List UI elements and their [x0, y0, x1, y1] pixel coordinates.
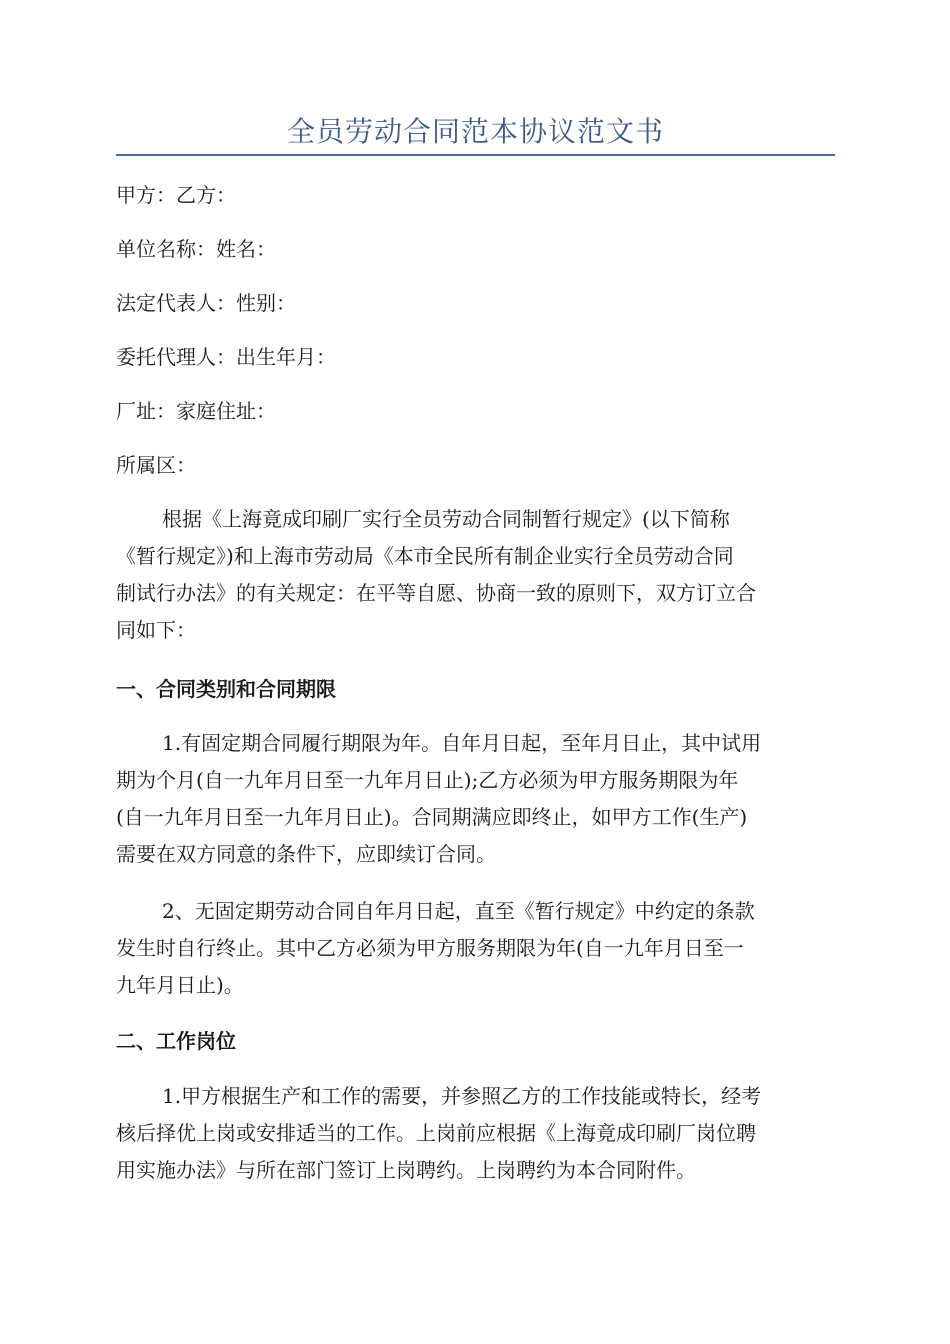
- paragraph-line: 期为个月(自一九年月日至一九年月日止);乙方必须为甲方服务期限为年: [116, 768, 739, 792]
- intro-line: 制试行办法》的有关规定：在平等自愿、协商一致的原则下，双方订立合: [116, 581, 756, 605]
- field-unit-name: 单位名称：姓名：: [116, 237, 276, 261]
- paragraph-line: 1.有固定期合同履行期限为年。自年月日起，至年月日止，其中试用: [162, 731, 762, 755]
- paragraph-line: 九年月日止)。: [116, 973, 244, 997]
- section-heading-job-position: 二、工作岗位: [116, 1029, 236, 1053]
- intro-line: 同如下：: [116, 618, 196, 642]
- document-title: 全员劳动合同范本协议范文书: [286, 115, 664, 148]
- title-underline: [116, 154, 835, 156]
- field-party-a-b: 甲方：乙方：: [116, 183, 236, 207]
- intro-line: 《暂行规定》)和上海市劳动局《本市全民所有制企业实行全员劳动合同: [116, 544, 734, 568]
- paragraph-line: (自一九年月日至一九年月日止)。合同期满应即终止，如甲方工作(生产): [116, 805, 748, 829]
- section2-paragraph-1: [116, 1078, 835, 1189]
- paragraph-line: 2、无固定期劳动合同自年月日起，直至《暂行规定》中约定的条款: [162, 899, 755, 923]
- paragraph-line: 发生时自行终止。其中乙方必须为甲方服务期限为年(自一九年月日至一: [116, 936, 744, 960]
- paragraph-line: 1.甲方根据生产和工作的需要，并参照乙方的工作技能或特长，经考: [162, 1084, 762, 1108]
- section-heading-contract-type: 一、合同类别和合同期限: [116, 677, 336, 701]
- field-legal-rep: 法定代表人：性别：: [116, 291, 296, 315]
- paragraph-line: 核后择优上岗或安排适当的工作。上岗前应根据《上海竟成印刷厂岗位聘: [116, 1121, 756, 1145]
- field-agent: 委托代理人：出生年月：: [116, 345, 336, 369]
- intro-line: 根据《上海竟成印刷厂实行全员劳动合同制暂行规定》(以下简称: [162, 507, 730, 531]
- section1-paragraph-1: [116, 725, 835, 873]
- paragraph-line: 用实施办法》与所在部门签订上岗聘约。上岗聘约为本合同附件。: [116, 1158, 696, 1182]
- field-district: 所属区：: [116, 453, 196, 477]
- field-address: 厂址：家庭住址：: [116, 399, 276, 423]
- section1-paragraph-2: [116, 893, 835, 1004]
- paragraph-line: 需要在双方同意的条件下，应即续订合同。: [116, 842, 496, 866]
- intro-paragraph: [116, 501, 835, 649]
